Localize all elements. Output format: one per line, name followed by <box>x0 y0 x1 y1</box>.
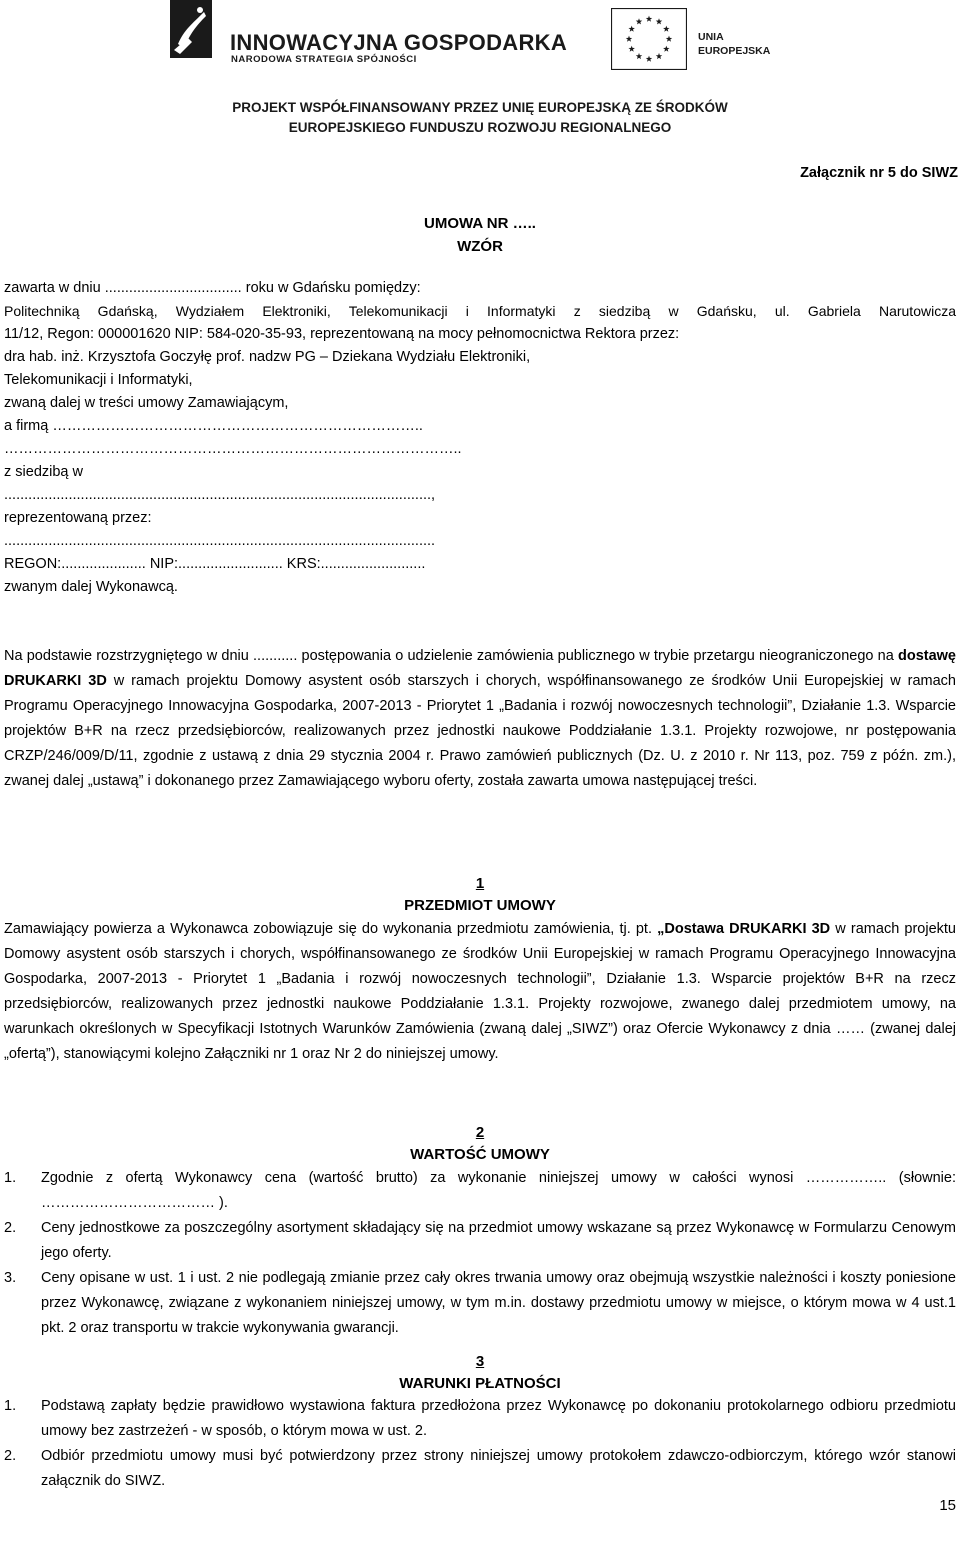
section-title: WARUNKI PŁATNOŚCI <box>399 1375 561 1392</box>
section-1-subject: „Dostawa DRUKARKI 3D <box>657 921 831 937</box>
list-item-number: 1. <box>4 1170 17 1186</box>
section-number: 3 <box>475 1353 485 1370</box>
banner-line-2: EUROPEJSKIEGO FUNDUSZU ROZWOJU REGIONALNEGO <box>288 120 672 135</box>
list-item <box>4 1444 956 1494</box>
page-number: 15 <box>939 1497 956 1514</box>
list-item-text: Odbiór przedmiotu umowy musi być potwierdzony przez strony niniejszej umowy protokołem zdawczo-odbiorczym, którego wzór stanowi załącznik do SIWZ. <box>41 1448 956 1489</box>
list-item-number: 1. <box>4 1398 17 1414</box>
parties-line: reprezentowaną przez: <box>4 510 152 526</box>
parties-line: REGON:..................... NIP:.......................... KRS:.......................... <box>4 556 426 572</box>
section-1-paragraph <box>4 917 956 1067</box>
section-number: 2 <box>475 1124 485 1141</box>
attachment-label: Załącznik nr 5 do SIWZ <box>800 165 958 181</box>
intro-subject: dostawę DRUKARKI 3D <box>4 648 956 689</box>
section-1-text-1: Zamawiający powierza a Wykonawca zobowiązuje się do wykonania przedmiotu zamówienia, tj. pt. <box>4 921 658 937</box>
project-banner <box>0 98 960 138</box>
parties-line: dra hab. inż. Krzysztofa Goczyłę prof. nadzw PG – Dziekana Wydziału Elektroniki, <box>4 349 531 365</box>
banner-line-1: PROJEKT WSPÓŁFINANSOWANY PRZEZ UNIĘ EUROPEJSKĄ ZE ŚRODKÓW <box>232 100 728 115</box>
parties-block <box>4 277 956 599</box>
eu-name-line2: EUROPEJSKA <box>698 45 771 57</box>
logo-title: INNOWACYJNA GOSPODARKA <box>230 30 568 55</box>
contract-number: UMOWA NR ….. <box>424 215 536 232</box>
list-item-text: Ceny jednostkowe za poszczególny asortyment składający się na przedmiot umowy wskazane są przez Wykonawcę w Formularzu Cenowym jego oferty. <box>41 1220 956 1261</box>
template-label: WZÓR <box>457 238 503 255</box>
intro-paragraph <box>4 644 956 794</box>
list-item <box>4 1216 956 1266</box>
ig-logo-icon <box>170 0 212 58</box>
section-1-heading <box>0 873 960 917</box>
parties-line: ........................................................................................................... <box>4 533 436 549</box>
parties-line: Politechniką Gdańską, Wydziałem Elektroniki, Telekomunikacji i Informatyki z siedzibą w Gdańsku, ul. Gabriela Narutowicza <box>4 303 956 319</box>
list-item <box>4 1394 956 1444</box>
parties-line: Telekomunikacji i Informatyki, <box>4 372 193 388</box>
intro-text-2: w ramach projektu Domowy asystent osób starszych i chorych, współfinansowanego ze środków Unii Europejskiej w ramach Programu Operacyjnego Innowacyjna Gospodarka, 2007-2013 - Priorytet 1 „Badania i rozwój nowoczesnych technologii”, Działanie 1.3. Wsparcie projektów B+R na rzecz przedsiębiorców, realizowanych przez jednostki naukowe Poddziałanie 1.3.1. Projekty rozwojowe, nr postępowania CRZP/246/009/D/11, zgodnie z ustawą z dnia 29 stycznia 2004 r. Prawo zamówień publicznych (Dz. U. z 2010 r. Nr 113, poz. 759 z późn. zm.), zwanej dalej „ustawą” i dokonanego przez Zamawiającego wyboru oferty, została zawarta umowa następującej treści. <box>4 673 956 789</box>
parties-line: zawarta w dniu .................................. roku w Gdańsku pomiędzy: <box>4 280 421 296</box>
contract-title <box>0 212 960 258</box>
list-item <box>4 1266 956 1341</box>
list-item-text: Ceny opisane w ust. 1 i ust. 2 nie podlegają zmianie przez cały okres trwania umowy oraz obejmują wszystkie należności i koszty poniesione przez Wykonawcę, związane z wykonaniem niniejszej umowy, w tym m.in. dostawy przedmiotu umowy w miejsce, o którym mowa w 4 ust.1 pkt. 2 oraz transportu w trakcie wykonywania gwarancji. <box>41 1270 956 1336</box>
section-2-heading <box>0 1122 960 1166</box>
parties-line: .........................................................................................................., <box>4 487 436 503</box>
list-item-text: Zgodnie z ofertą Wykonawcy cena (wartość brutto) za wykonanie niniejszej umowy w całości wynosi …………….. (słownie: ……………………………… ). <box>41 1170 956 1211</box>
parties-line: z siedzibą w <box>4 464 83 480</box>
section-number: 1 <box>475 875 485 892</box>
section-1-text-2: w ramach projektu Domowy asystent osób starszych i chorych, współfinansowanego ze środków Unii Europejskiej w ramach Programu Operacyjnego Innowacyjna Gospodarka, 2007-2013 - Priorytet 1 „Badania i rozwój nowoczesnych technologii”, Działanie 1.3. Wsparcie projektów B+R na rzecz przedsiębiorców, realizowanych przez jednostki naukowe Poddziałanie 1.3.1. Projekty rozwojowe, zwanego dalej przedmiotem umowy, na warunkach określonych w Specyfikacji Istotnych Warunków Zamówienia (zwaną dalej „SIWZ”) oraz Ofercie Wykonawcy z dnia …… (zwanej dalej „ofertą”), stanowiącymi kolejno Załączniki nr 1 oraz Nr 2 do niniejszej umowy. <box>4 921 956 1062</box>
logo-subtitle: NARODOWA STRATEGIA SPÓJNOŚCI <box>231 54 417 65</box>
list-item <box>4 1166 956 1216</box>
parties-line: zwanym dalej Wykonawcą. <box>4 579 178 595</box>
eu-name <box>698 30 770 58</box>
list-item-number: 2. <box>4 1448 17 1464</box>
section-3-heading <box>0 1351 960 1395</box>
list-item-number: 3. <box>4 1270 17 1286</box>
parties-line: 11/12, Regon: 000001620 NIP: 584-020-35-93, reprezentowaną na mocy pełnomocnictwa Rektora przez: <box>4 326 680 342</box>
eu-flag-icon <box>611 8 687 70</box>
parties-line: a firmą ………………………………………………………………….. <box>4 418 423 434</box>
eu-name-line1: UNIA <box>698 31 724 43</box>
parties-line: zwaną dalej w treści umowy Zamawiającym, <box>4 395 289 411</box>
list-item-text: Podstawą zapłaty będzie prawidłowo wystawiona faktura przedłożona przez Wykonawcę po dokonaniu protokolarnego odbioru przedmiotu umowy bez zastrzeżeń - w sposób, o którym mowa w ust. 2. <box>41 1398 956 1439</box>
list-item-number: 2. <box>4 1220 17 1236</box>
section-title: PRZEDMIOT UMOWY <box>404 897 556 914</box>
intro-text-1: Na podstawie rozstrzygniętego w dniu ........... postępowania o udzielenie zamówienia publicznego w trybie przetargu nieograniczonego na <box>4 648 898 664</box>
parties-line: ………………………………………………………………………………….. <box>4 441 462 457</box>
section-title: WARTOŚĆ UMOWY <box>410 1146 550 1163</box>
